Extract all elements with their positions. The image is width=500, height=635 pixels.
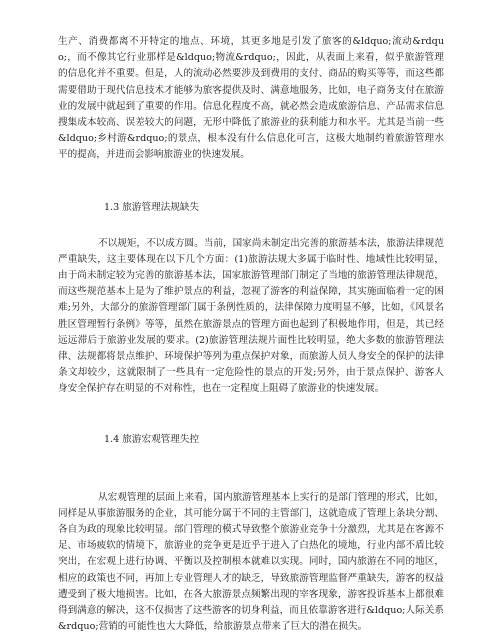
section-heading-1-4: 1.4 旅游宏观管理失控 bbox=[104, 433, 200, 445]
section-1-3-paragraph bbox=[58, 236, 444, 398]
section-1-4-text: 从宏观管理的层面上来看，国内旅游管理基本上实行的是部门管理的形式，比如，同样是从事旅游服务的企业，其可能分属于不同的主管部门，这就造成了管理上条块分割、各自为政的现象比较明显。部门管理的模式导致整个旅游业竞争十分激烈，尤其是在客源不足、市场疲软的情境下，旅游业的竞争更是近乎于进入了白热化的境地，行业内部不盾比较突出，在宏观上进行协调、平衡以及控制根本就难以实现。同时，国内旅游在不同的地区，相应的政策也不同，再加上专业管理人才的缺乏，导致旅游管理监督严重缺失，游客的权益遭受到了极大地损害。比如，在各大旅游景点频繁出现的宰客现象，游客投诉基本上都很难得到满意的解决，这不仅损害了这些游客的切身利益，而且依靠游客进行&ldquo;人际关系&rdquo;营销的可能性也大大降低，给旅游景点带来了巨大的潜在损失。 bbox=[58, 491, 444, 633]
section-heading-1-3: 1.3 旅游管理法规缺失 bbox=[104, 201, 200, 213]
section-1-3-text: 不以规矩，不以成方圆。当前，国家尚未制定出完善的旅游基本法，旅游法律规范严重缺失，这主要体现在以下几个方面：(1)旅游法规大多属于临时性、地域性比较明显，由于尚未制定较为完善的旅游基本法，国家旅游管理部门制定了当地的旅游管理法律规范，而这些规范基本上是为了维护景点的利益，忽视了游客的利益保障，其实施面临着一定的困难;另外，大部分的旅游管理部门属于条例性质的，法律保障力度明显不够，比如，《风景名胜区管理暂行条例》等等，虽然在旅游景点的管理方面也起到了积极地作用，但是，其已经远远滞后于旅游业发展的要求。(2)旅游管理法规片面性比较明显，绝大多数的旅游管理法律、法规都将景点维护、环境保护等列为重点保护对象，而旅游人员人身安全的保护的法律条文却较少，这就限制了一些具有一定危险性的景点的开发;另外，由于景点保护、游客人身安全保护存在明显的不对称性，也在一定程度上阻碍了旅游业的快速发展。 bbox=[58, 237, 444, 395]
section-1-4-paragraph bbox=[58, 490, 444, 635]
intro-paragraph: 生产、消费都离不开特定的地点、环境，其更多地是引发了旅客的&ldquo;流动&rdquo;，而不像其它行业那样是&ldquo;物流&rdquo;，因此，从表面上来看，似乎旅游管理的信息化并不重要。但是，人的流动必然要涉及到费用的支付、商品的购买等等，而这些都需要借助于现代信息技术才能够为旅客提供及时、满意地服务，比如，电子商务支付在旅游业的发展中就起到了重要的作用。信息化程度不高，就必然会造成旅游信息、产品需求信息搜集成本较高、误差较大的问题，无形中降低了旅游业的获利能力和水平。尤其是当前一些&ldquo;乡村游&rdquo;的景点，根本没有什么信息化可言，这极大地制约着旅游管理水平的提高，并进而会影响旅游业的快速发展。 bbox=[58, 36, 444, 161]
